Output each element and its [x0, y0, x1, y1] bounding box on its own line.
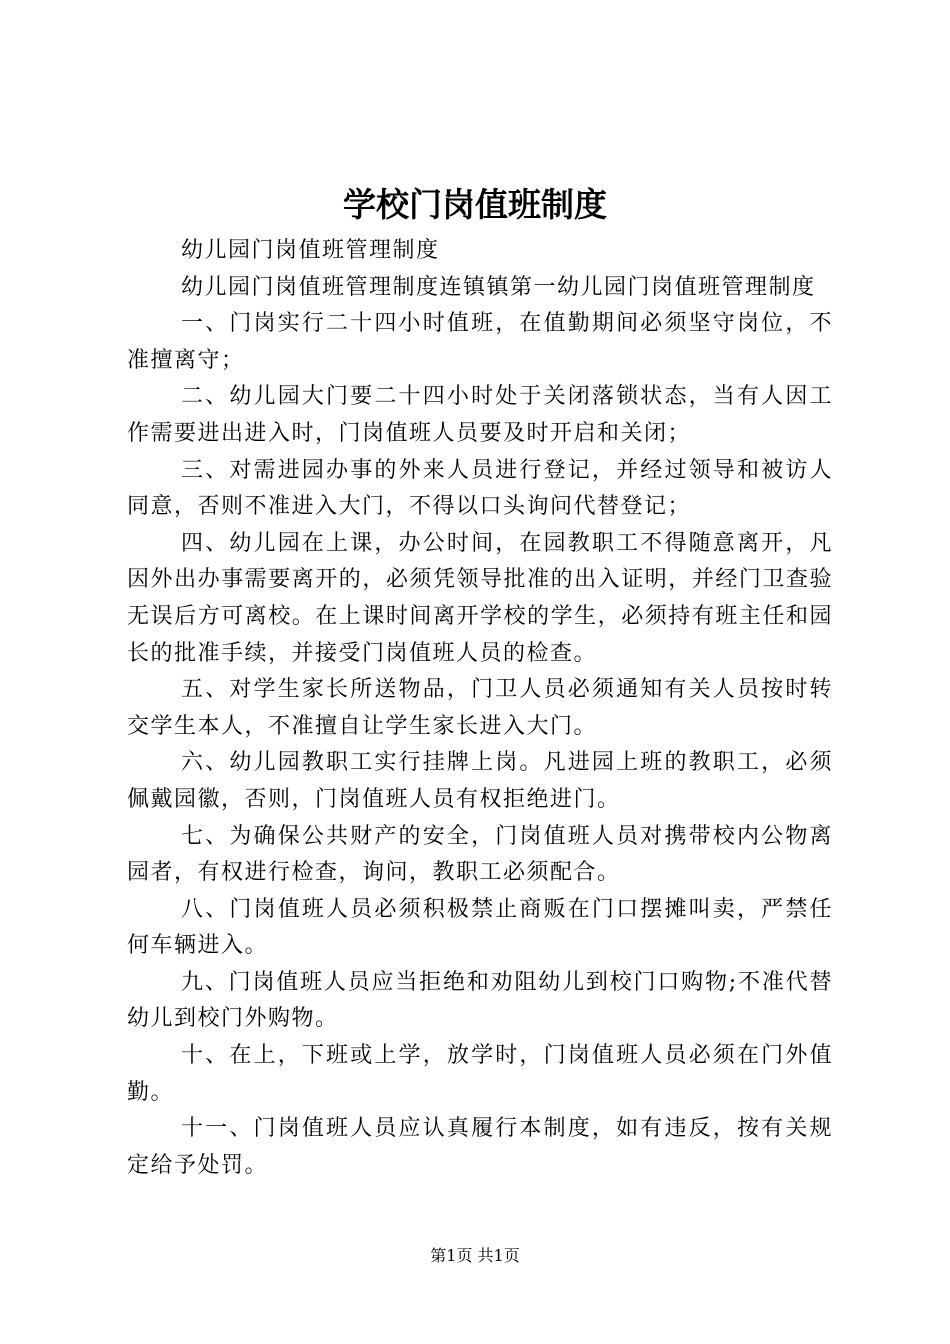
paragraph-rule-7: 七、为确保公共财产的安全，门岗值班人员对携带校内公物离园者，有权进行检查，询问，教职工必须配合。 — [127, 823, 833, 886]
paragraph-rule-6: 六、幼儿园教职工实行挂牌上岗。凡进园上班的教职工，必须佩戴园徽，否则，门岗值班人员有权拒绝进门。 — [127, 750, 833, 812]
paragraph-heading: 幼儿园门岗值班管理制度连镇镇第一幼儿园门岗值班管理制度 — [181, 274, 816, 300]
paragraph-rule-1: 一、门岗实行二十四小时值班，在值勤期间必须坚守岗位，不准擅离守； — [127, 311, 833, 373]
paragraph-rule-5: 五、对学生家长所送物品，门卫人员必须通知有关人员按时转交学生本人，不准擅自让学生家长进入大门。 — [127, 677, 833, 739]
document-body — [127, 233, 833, 1184]
paragraph-subtitle: 幼儿园门岗值班管理制度 — [181, 238, 440, 263]
page-number-footer: 第1页 共1页 — [430, 1246, 520, 1265]
paragraph-rule-3: 三、对需进园办事的外来人员进行登记，并经过领导和被访人同意，否则不准进入大门，不得以口头询问代替登记； — [127, 457, 833, 520]
paragraph-rule-9: 九、门岗值班人员应当拒绝和劝阻幼儿到校门口购物;不准代替幼儿到校门外购物。 — [127, 969, 833, 1032]
paragraph-rule-11: 十一、门岗值班人员应认真履行本制度，如有违反，按有关规定给予处罚。 — [127, 1116, 833, 1178]
paragraph-rule-2: 二、幼儿园大门要二十四小时处于关闭落锁状态，当有人因工作需要进出进入时，门岗值班人员要及时开启和关闭； — [127, 384, 833, 446]
paragraph-rule-4: 四、幼儿园在上课，办公时间，在园教职工不得随意离开，凡因外出办事需要离开的，必须凭领导批准的出入证明，并经门卫查验无误后方可离校。在上课时间离开学校的学生，必须持有班主任和园长的批准手续，并接受门岗值班人员的检查。 — [127, 530, 833, 666]
page-title: 学校门岗值班制度 — [343, 185, 607, 224]
paragraph-rule-8: 八、门岗值班人员必须积极禁止商贩在门口摆摊叫卖，严禁任何车辆进入。 — [127, 896, 833, 959]
paragraph-rule-10: 十、在上，下班或上学，放学时，门岗值班人员必须在门外值勤。 — [127, 1043, 833, 1105]
